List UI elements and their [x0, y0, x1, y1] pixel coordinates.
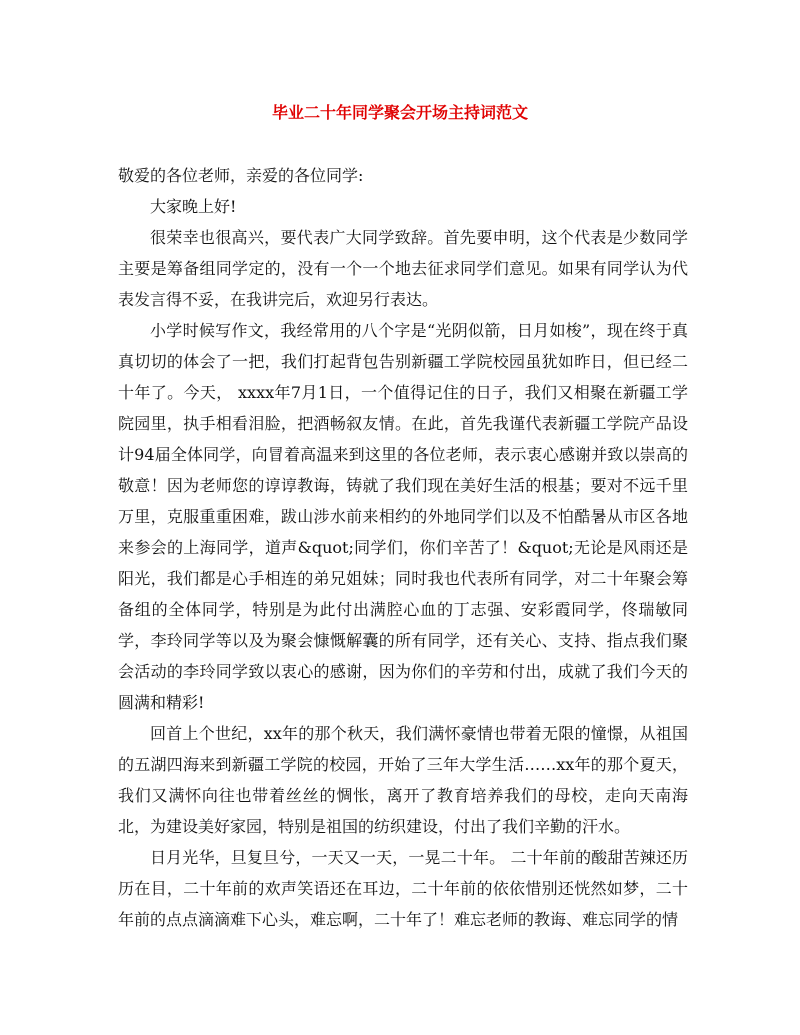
salutation: 敬爱的各位老师，亲爱的各位同学:: [118, 166, 364, 185]
paragraph-memories: 回首上个世纪，xx年的那个秋天，我们满怀豪情也带着无限的憧憬，从祖国的五湖四海来到新疆工学院的校园，开始了三年大学生活……xx年的那个夏天，我们又满怀向往也带着丝丝的惆怅，离开了教育培养我们的母校，走向天南海北，为建设美好家园，特别是祖国的纺织建设，付出了我们辛勤的汗水。: [118, 724, 688, 836]
paragraph-intro: 很荣幸也很高兴，要代表广大同学致辞。首先要申明，这个代表是少数同学主要是筹备组同学定的，没有一个一个地去征求同学们意见。如果有同学认为代表发言得不妥，在我讲完后，欢迎另行表达。: [118, 228, 688, 309]
paragraph-thanks: 小学时候写作文，我经常用的八个字是“光阴似箭，日月如梭”，现在终于真真切切的体会了一把，我们打起背包告别新疆工学院校园虽犹如昨日，但已经二十年了。今天， xxxx年7月1日，一个值得记住的日子，我们又相聚在新疆工学院园里，执手相看泪脸，把酒畅叙友情。在此，首先我谨代表新疆工学院产品设计94届全体同学，向冒着高温来到这里的各位老师，表示衷心感谢并致以崇高的敬意！因为老师您的谆谆教诲，铸就了我们现在美好生活的根基；要对不远千里万里，克服重重困难，跋山涉水前来相约的外地同学们以及不怕酷暑从市区各地来参会的上海同学，道声&quot;同学们，你们辛苦了！&quot;无论是风雨还是阳光，我们都是心手相连的弟兄姐妹；同时我也代表所有同学，对二十年聚会筹备组的全体同学，特别是为此付出满腔心血的丁志强、安彩霞同学，佟瑞敏同学，李玲同学等以及为聚会慷慨解囊的所有同学，还有关心、支持、指点我们聚会活动的李玲同学致以衷心的感谢，因为你们的辛劳和付出，成就了我们今天的圆满和精彩!: [118, 321, 688, 712]
paragraph-greeting: 大家晚上好!: [150, 197, 237, 216]
document-body: [118, 160, 688, 935]
paragraph-twenty-years: 日月光华，旦复旦兮，一天又一天，一晃二十年。 二十年前的酸甜苦辣还历历在目，二十年前的欢声笑语还在耳边，二十年前的依依惜别还恍然如梦，二十年前的点点滴滴难下心头，难忘啊，二十年了！难忘老师的教诲、难忘同学的情: [118, 848, 688, 929]
document-title: 毕业二十年同学聚会开场主持词范文: [271, 103, 528, 122]
